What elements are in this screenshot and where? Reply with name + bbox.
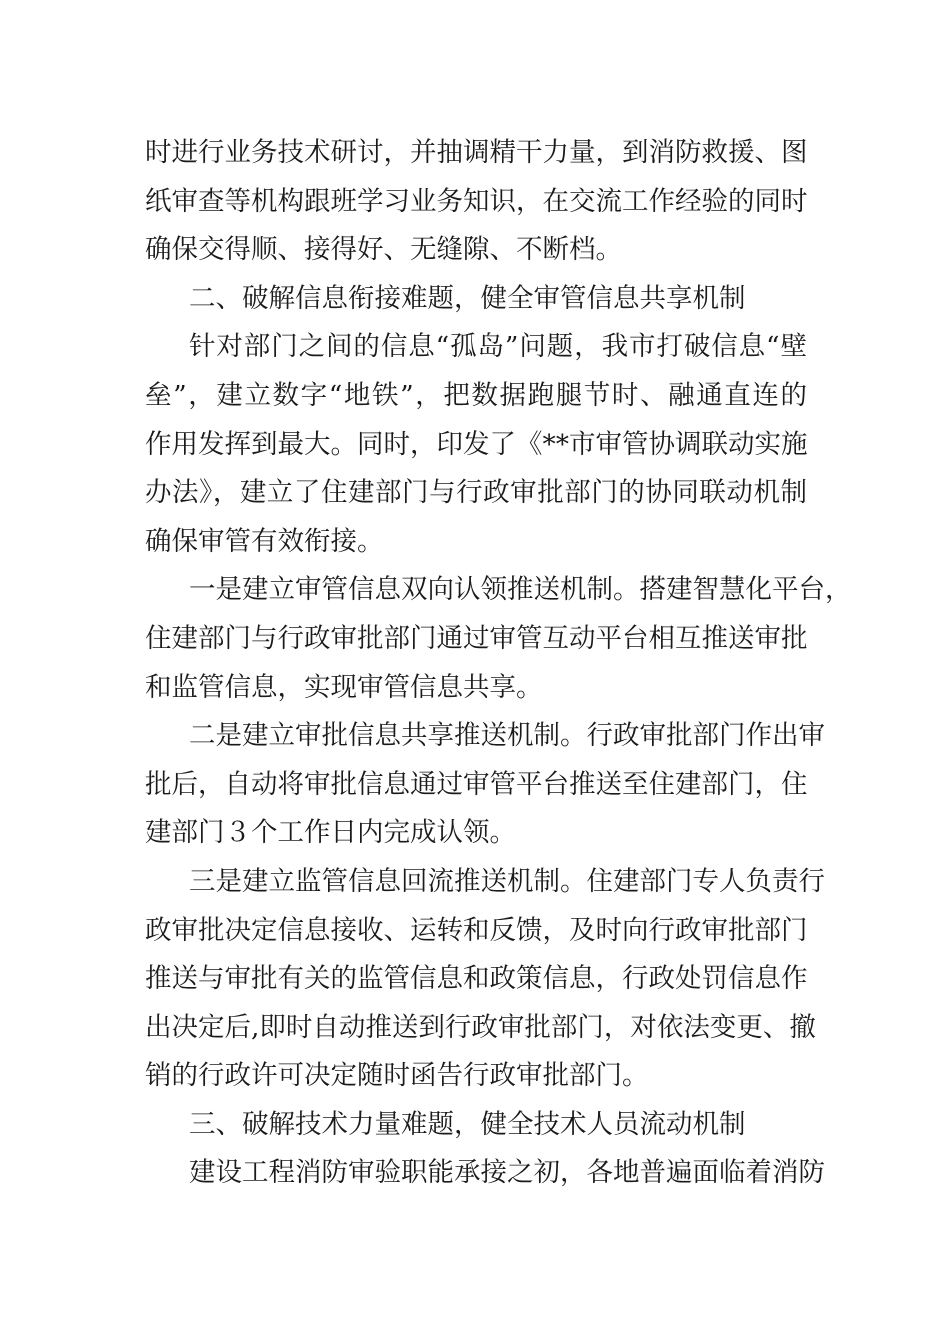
text-line: 二、破解信息衔接难题，健全审管信息共享机制 bbox=[189, 282, 746, 314]
text-line: 三、破解技术力量难题，健全技术人员流动机制 bbox=[189, 1108, 746, 1140]
text-line: 出决定后,即时自动推送到行政审批部门，对依法变更、撤 bbox=[145, 1011, 816, 1043]
paragraph bbox=[145, 858, 825, 1101]
text-line: 推送与审批有关的监管信息和政策信息，行政处罚信息作 bbox=[145, 963, 808, 995]
text-line: 和监管信息，实现审管信息共享。 bbox=[145, 671, 543, 703]
text-line: 时进行业务技术研讨，并抽调精干力量，到消防救援、图 bbox=[145, 137, 808, 168]
text-line: 垒”，建立数字“地铁”，把数据跑腿节时、融通直连的 bbox=[145, 379, 807, 411]
text-line: 政审批决定信息接收、运转和反馈，及时向行政审批部门 bbox=[145, 914, 808, 946]
paragraph bbox=[145, 129, 807, 275]
section-heading bbox=[145, 275, 807, 324]
text-line: 一是建立审管信息双向认领推送机制。搭建智慧化平台， bbox=[189, 574, 852, 606]
text-line: 纸审查等机构跟班学习业务知识，在交流工作经验的同时 bbox=[145, 185, 808, 217]
text-line: 销的行政许可决定随时函告行政审批部门。 bbox=[145, 1060, 649, 1092]
paragraph bbox=[145, 566, 852, 712]
text-line: 建部门３个工作日内完成认领。 bbox=[145, 817, 516, 849]
text-line: 确保审管有效衔接。 bbox=[145, 525, 384, 557]
text-line: 作用发挥到最大。同时，印发了《**市审管协调联动实施 bbox=[145, 428, 808, 460]
text-line: 确保交得顺、接得好、无缝隙、不断档。 bbox=[145, 234, 622, 266]
text-line: 批后，自动将审批信息通过审管平台推送至住建部门，住 bbox=[145, 768, 808, 800]
section-heading bbox=[145, 1101, 807, 1150]
text-line: 住建部门与行政审批部门通过审管互动平台相互推送审批 bbox=[145, 622, 808, 654]
paragraph bbox=[145, 712, 825, 858]
text-line: 建设工程消防审验职能承接之初，各地普遍面临着消防 bbox=[189, 1157, 825, 1189]
document-body bbox=[145, 129, 852, 1198]
text-line: 针对部门之间的信息“孤岛”问题，我市打破信息“壁 bbox=[189, 331, 807, 363]
text-line: 办法》，建立了住建部门与行政审批部门的协同联动机制 bbox=[145, 477, 807, 509]
paragraph bbox=[145, 323, 807, 566]
text-line: 二是建立审批信息共享推送机制。行政审批部门作出审 bbox=[189, 720, 825, 752]
paragraph bbox=[145, 1149, 825, 1198]
text-line: 三是建立监管信息回流推送机制。住建部门专人负责行 bbox=[189, 865, 825, 897]
